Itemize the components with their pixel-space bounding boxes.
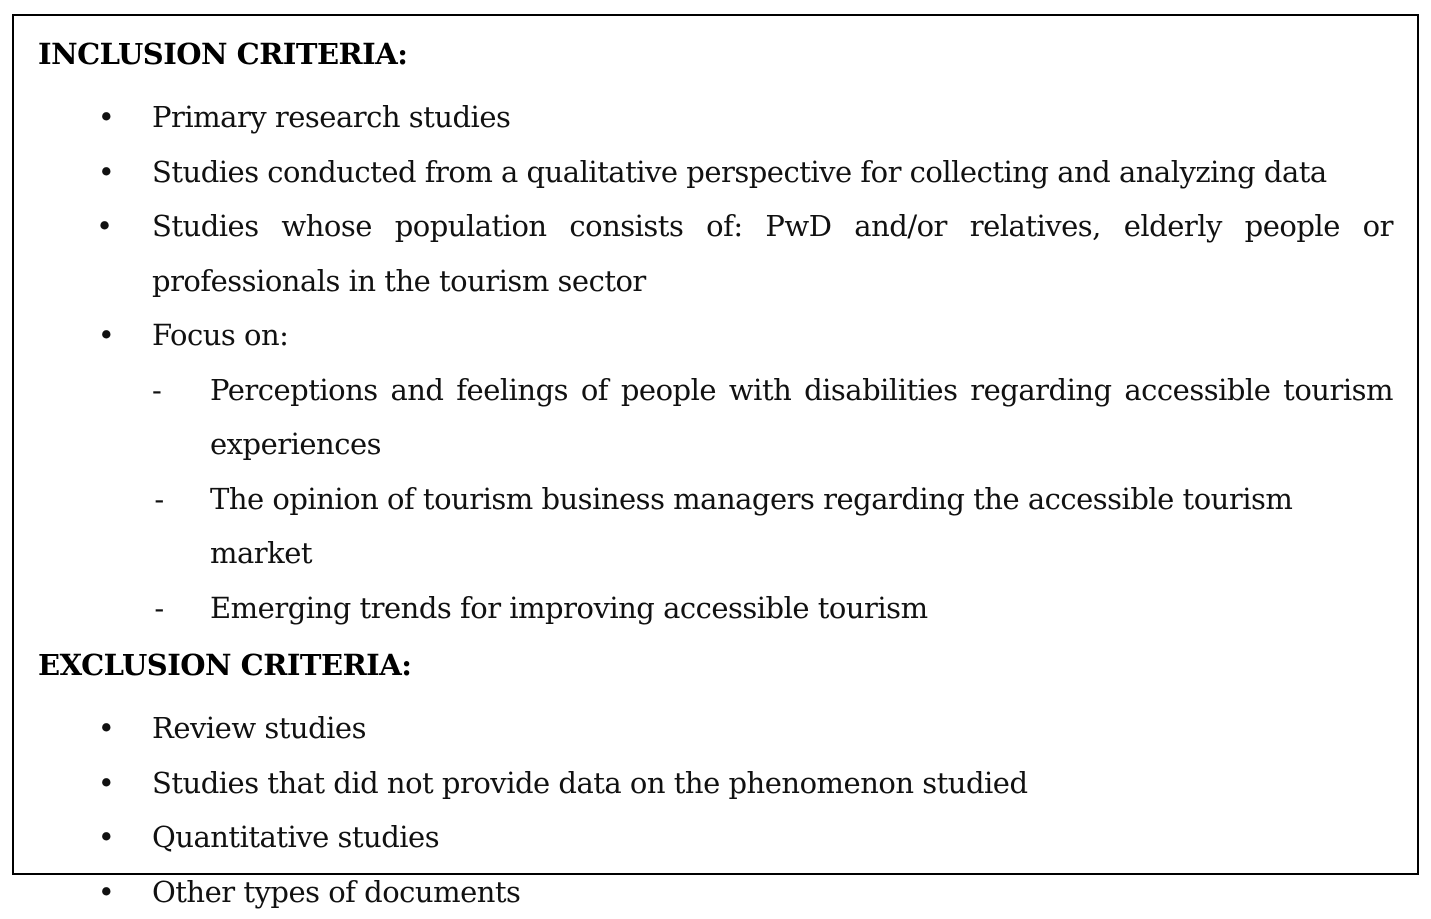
criteria-box (12, 14, 1419, 875)
list-item (38, 90, 1393, 145)
sublist-item-text: Perceptions and feelings of people with disabilities regarding accessible tourism experiences (210, 373, 1393, 462)
list-item-text: Review studies (152, 711, 366, 745)
bullet-icon: • (96, 90, 116, 145)
list-item-text: Studies that did not provide data on the phenomenon studied (152, 766, 1028, 800)
inclusion-list (38, 90, 1393, 635)
dash-icon: - (152, 472, 166, 527)
bullet-icon: • (96, 701, 116, 756)
criteria-content (38, 36, 1393, 919)
bullet-icon: • (96, 810, 116, 865)
focus-sublist-container (38, 363, 1393, 636)
list-item (38, 199, 1393, 308)
list-item-text: Quantitative studies (152, 820, 439, 854)
list-item (38, 701, 1393, 756)
list-item-text: Focus on: (152, 318, 288, 352)
sublist-item (38, 363, 1393, 472)
bullet-icon: • (96, 199, 116, 254)
focus-sublist (38, 363, 1393, 636)
exclusion-list (38, 701, 1393, 919)
dash-icon: - (152, 363, 166, 418)
sublist-item (38, 581, 1393, 636)
list-item (38, 145, 1393, 200)
sublist-item (38, 472, 1393, 581)
dash-icon: - (152, 581, 166, 636)
sublist-item-text: Emerging trends for improving accessible tourism (210, 591, 928, 625)
list-item (38, 810, 1393, 865)
list-item-text: Studies whose population consists of: PwD and/or relatives, elderly people or professionals in the tourism sector (152, 209, 1393, 298)
list-item-text: Studies conducted from a qualitative perspective for collecting and analyzing data (152, 155, 1327, 189)
list-item-text: Primary research studies (152, 100, 510, 134)
inclusion-heading: INCLUSION CRITERIA: (38, 36, 1393, 72)
list-item (38, 756, 1393, 811)
exclusion-heading: EXCLUSION CRITERIA: (38, 647, 1393, 683)
list-item-text: Other types of documents (152, 875, 520, 909)
bullet-icon: • (96, 756, 116, 811)
list-item (38, 308, 1393, 363)
bullet-icon: • (96, 308, 116, 363)
sublist-item-text: The opinion of tourism business managers regarding the accessible tourism market (210, 482, 1292, 571)
bullet-icon: • (96, 865, 116, 919)
bullet-icon: • (96, 145, 116, 200)
